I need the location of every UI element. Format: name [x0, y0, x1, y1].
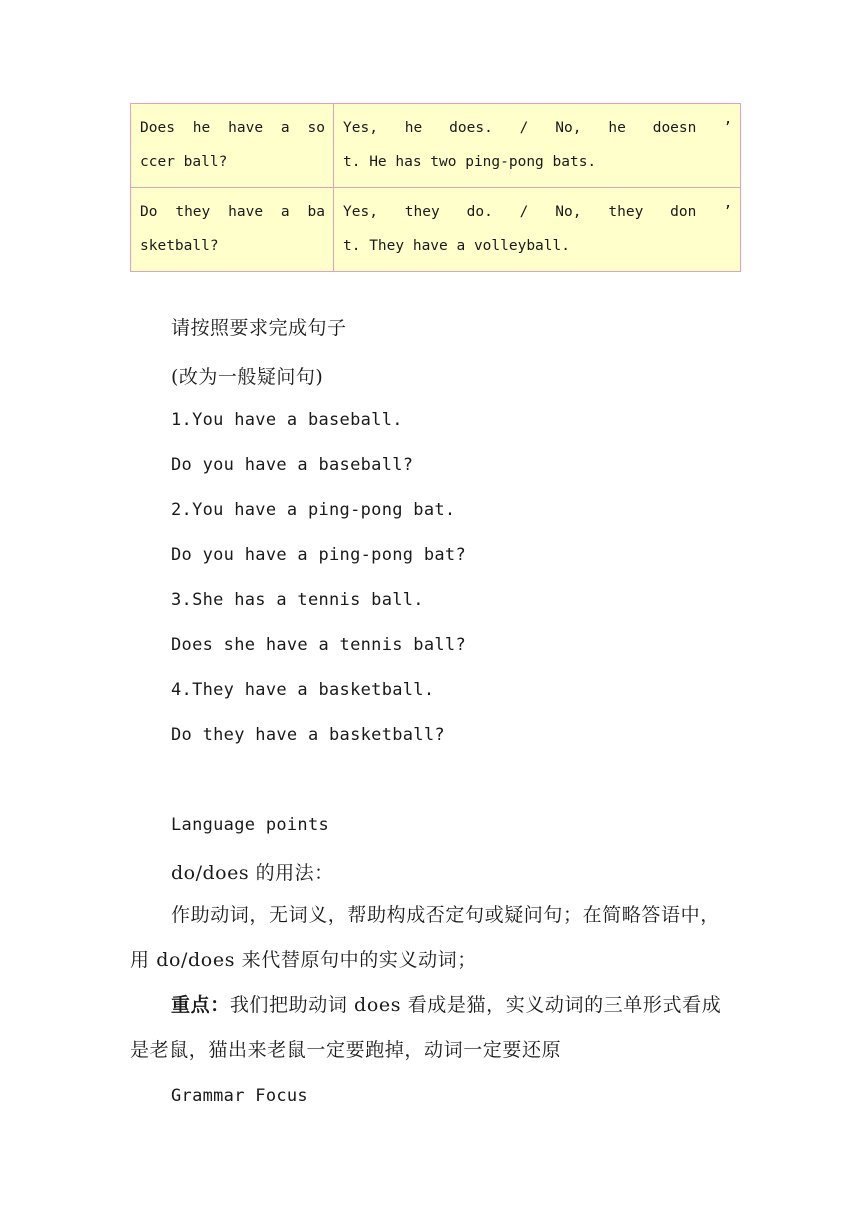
exercise-question: Do you have a ping-pong bat? — [171, 545, 466, 565]
question-cell — [131, 104, 334, 188]
usage-text: 作助动词，无词义，帮助构成否定句或疑问句；在简略答语中，用 do/does 来代替原句中的实义动词； — [130, 904, 720, 971]
exercise-question: Do they have a basketball? — [171, 725, 445, 745]
key-point-text: 我们把助动词 does 看成是猫，实义动词的三单形式看成是老鼠，猫出来老鼠一定要跑掉，动词一定要还原 — [130, 994, 722, 1061]
exercise-instruction: 请按照要求完成句子 — [171, 317, 347, 339]
exercise-statement: 4.They have a basketball. — [171, 680, 435, 700]
cell-line: t. He has two ping-pong bats. — [343, 154, 597, 170]
cell-line: Yes, he does. / No, he doesn ’ — [343, 120, 732, 136]
answer-cell — [334, 104, 741, 188]
key-point-label: 重点： — [171, 994, 230, 1016]
cell-line: ccer ball? — [140, 154, 228, 170]
exercise-statement: 2.You have a ping-pong bat. — [171, 500, 456, 520]
question-cell — [131, 188, 334, 272]
table-row — [131, 104, 741, 188]
exercise-question: Does she have a tennis ball? — [171, 635, 466, 655]
exercise-statement: 3.She has a tennis ball. — [171, 590, 424, 610]
exercise-question: Do you have a baseball? — [171, 455, 414, 475]
grammar-focus-heading: Grammar Focus — [171, 1086, 308, 1106]
cell-line: t. They have a volleyball. — [343, 238, 570, 254]
cell-line: Do they have a ba — [140, 204, 325, 220]
cell-line: sketball? — [140, 238, 219, 254]
exercise-subinstruction: (改为一般疑问句) — [171, 366, 324, 388]
exercise-statement: 1.You have a baseball. — [171, 410, 403, 430]
language-points-heading: Language points — [171, 815, 330, 835]
qa-table — [130, 103, 741, 272]
key-point-paragraph — [130, 983, 736, 1073]
cell-line: Yes, they do. / No, they don ’ — [343, 204, 732, 220]
answer-cell — [334, 188, 741, 272]
table-row — [131, 188, 741, 272]
usage-paragraph — [130, 893, 736, 983]
cell-line: Does he have a so — [140, 120, 325, 136]
usage-title: do/does 的用法： — [171, 862, 334, 884]
